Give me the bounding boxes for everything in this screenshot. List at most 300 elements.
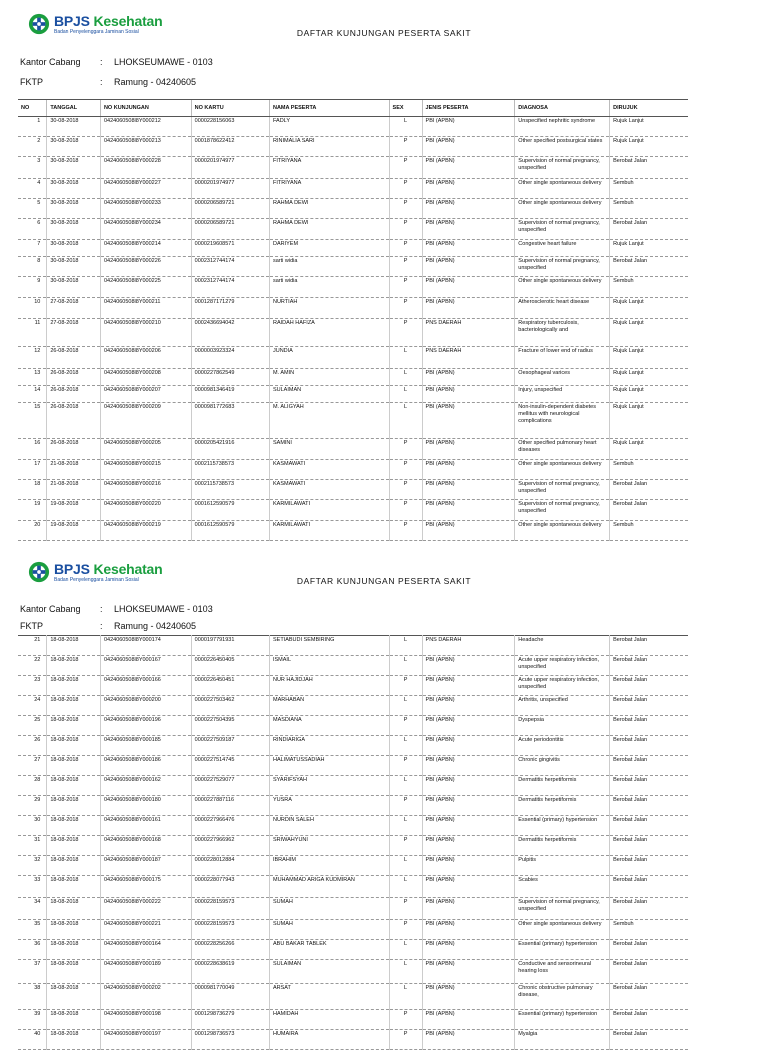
page-2 xyxy=(0,548,768,1037)
cell-jenis-peserta: PBI (APBN) xyxy=(422,736,515,756)
cell-tanggal: 18-08-2018 xyxy=(47,940,101,960)
cell-diagnosa: Arthritis, unspecified xyxy=(515,696,610,716)
cell-no-kartu: 0001298736573 xyxy=(191,1030,269,1050)
cell-no-kunjungan: 0424060508l8Y000211 xyxy=(100,298,191,319)
cell-dirujuk: Sembuh xyxy=(610,179,688,199)
cell-no-kartu: 0000219608571 xyxy=(191,240,269,257)
cell-sex: P xyxy=(389,500,422,521)
cell-no-kunjungan: 0424060508l8Y000216 xyxy=(100,480,191,500)
cell-sex: L xyxy=(389,117,422,137)
cell-sex: L xyxy=(389,636,422,656)
cell-no-kartu: 0002436694042 xyxy=(191,319,269,347)
cell-no: 7 xyxy=(18,240,47,257)
cell-no-kunjungan: 0424060508l8Y000168 xyxy=(100,836,191,856)
col-header-no: NO xyxy=(18,100,47,117)
logo-subtitle: Badan Penyelenggara Jaminan Sosial xyxy=(54,576,139,583)
table-row xyxy=(18,1010,688,1030)
fktp-label: FKTP xyxy=(20,621,44,631)
cell-no-kunjungan: 0424060508l8Y000197 xyxy=(100,1030,191,1050)
cell-no-kunjungan: 0424060508l8Y000162 xyxy=(100,776,191,796)
cell-sex: P xyxy=(389,521,422,541)
cell-no-kunjungan: 0424060508l8Y000234 xyxy=(100,219,191,240)
cell-dirujuk: Rujuk Lanjut xyxy=(610,298,688,319)
cell-no-kartu: 0000227862549 xyxy=(191,369,269,386)
cell-no: 18 xyxy=(18,480,47,500)
cell-jenis-peserta: PBI (APBN) xyxy=(422,696,515,716)
cell-dirujuk: Berobat Jalan xyxy=(610,960,688,984)
cell-sex: P xyxy=(389,920,422,940)
cell-diagnosa: Dermatitis herpetiformis xyxy=(515,796,610,816)
cell-dirujuk: Berobat Jalan xyxy=(610,898,688,920)
cell-no-kartu: 0001612590579 xyxy=(191,521,269,541)
cell-sex: P xyxy=(389,219,422,240)
cell-nama-peserta: FITRIYANA xyxy=(269,157,389,179)
table-body xyxy=(18,117,688,541)
cell-dirujuk: Rujuk Lanjut xyxy=(610,117,688,137)
cell-dirujuk: Berobat Jalan xyxy=(610,257,688,277)
cell-nama-peserta: YUSRA xyxy=(269,796,389,816)
cell-diagnosa: Respiratory tuberculosis, bacteriologically and xyxy=(515,319,610,347)
cell-no-kartu: 0000228077943 xyxy=(191,876,269,898)
cell-tanggal: 18-08-2018 xyxy=(47,1030,101,1050)
cell-jenis-peserta: PBI (APBN) xyxy=(422,656,515,676)
cell-jenis-peserta: PBI (APBN) xyxy=(422,480,515,500)
cell-no: 34 xyxy=(18,898,47,920)
cell-jenis-peserta: PBI (APBN) xyxy=(422,117,515,137)
cell-diagnosa: Supervision of normal pregnancy, unspecified xyxy=(515,219,610,240)
table-row xyxy=(18,157,688,179)
logo-brand-bpjs: BPJS xyxy=(54,12,90,29)
col-header-nama-peserta: NAMA PESERTA xyxy=(269,100,389,117)
cell-sex: P xyxy=(389,756,422,776)
cell-no: 31 xyxy=(18,836,47,856)
cell-diagnosa: Myalgia xyxy=(515,1030,610,1050)
cell-nama-peserta: RAHMA DEWI xyxy=(269,199,389,219)
cell-no: 25 xyxy=(18,716,47,736)
cell-diagnosa: Essential (primary) hypertension xyxy=(515,816,610,836)
cell-no-kartu: 0000003923324 xyxy=(191,347,269,369)
cell-diagnosa: Other single spontaneous delivery xyxy=(515,460,610,480)
table-header-row xyxy=(18,100,688,117)
cell-jenis-peserta: PBI (APBN) xyxy=(422,716,515,736)
cell-sex: P xyxy=(389,298,422,319)
cell-no-kartu: 0000228159573 xyxy=(191,920,269,940)
cell-jenis-peserta: PBI (APBN) xyxy=(422,369,515,386)
cell-sex: P xyxy=(389,898,422,920)
cell-no-kunjungan: 0424060508l8Y000205 xyxy=(100,439,191,460)
cell-diagnosa: Atherosclerotic heart disease xyxy=(515,298,610,319)
cell-jenis-peserta: PBI (APBN) xyxy=(422,219,515,240)
cell-nama-peserta: JUNDIA xyxy=(269,347,389,369)
col-header-dirujuk: DIRUJUK xyxy=(610,100,688,117)
cell-jenis-peserta: PBI (APBN) xyxy=(422,277,515,298)
cell-jenis-peserta: PBI (APBN) xyxy=(422,898,515,920)
cell-no-kartu: 0002312744174 xyxy=(191,277,269,298)
cell-no: 1 xyxy=(18,117,47,137)
cell-no: 27 xyxy=(18,756,47,776)
cell-dirujuk: Berobat Jalan xyxy=(610,480,688,500)
cell-nama-peserta: FITRIYANA xyxy=(269,179,389,199)
cell-tanggal: 26-08-2018 xyxy=(47,403,101,439)
cell-sex: L xyxy=(389,736,422,756)
cell-no: 9 xyxy=(18,277,47,298)
cell-no-kartu: 0000205421916 xyxy=(191,439,269,460)
cell-dirujuk: Berobat Jalan xyxy=(610,219,688,240)
cell-dirujuk: Berobat Jalan xyxy=(610,716,688,736)
cell-no: 16 xyxy=(18,439,47,460)
cell-tanggal: 18-08-2018 xyxy=(47,776,101,796)
cell-nama-peserta: IBRAHIM xyxy=(269,856,389,876)
cell-diagnosa: Other single spontaneous delivery xyxy=(515,920,610,940)
cell-tanggal: 30-08-2018 xyxy=(47,277,101,298)
cell-no-kunjungan: 0424060508l8Y000215 xyxy=(100,460,191,480)
col-header-no-kartu: NO KARTU xyxy=(191,100,269,117)
fktp-value: Ramung - 04240605 xyxy=(114,621,197,631)
cell-dirujuk: Rujuk Lanjut xyxy=(610,439,688,460)
cell-nama-peserta: FADLY xyxy=(269,117,389,137)
cell-jenis-peserta: PNS DAERAH xyxy=(422,347,515,369)
kantor-cabang-row xyxy=(20,57,213,67)
cell-nama-peserta: DARIYEM xyxy=(269,240,389,257)
table-row xyxy=(18,736,688,756)
kantor-value: LHOKSEUMAWE - 0103 xyxy=(114,604,213,614)
cell-no-kartu: 0000981770049 xyxy=(191,984,269,1010)
fktp-label: FKTP xyxy=(20,77,44,87)
cell-no: 3 xyxy=(18,157,47,179)
cell-nama-peserta: M. ALIGYAH xyxy=(269,403,389,439)
cell-tanggal: 30-08-2018 xyxy=(47,117,101,137)
cell-tanggal: 18-08-2018 xyxy=(47,1010,101,1030)
cell-no: 8 xyxy=(18,257,47,277)
cell-no-kartu: 0000228012884 xyxy=(191,856,269,876)
logo-brand-bpjs: BPJS xyxy=(54,560,90,577)
cell-no: 32 xyxy=(18,856,47,876)
cell-dirujuk: Rujuk Lanjut xyxy=(610,319,688,347)
table-row xyxy=(18,137,688,157)
cell-tanggal: 18-08-2018 xyxy=(47,898,101,920)
cell-nama-peserta: MUHAMMAD ARIGA KUDMIRAN xyxy=(269,876,389,898)
cell-no: 33 xyxy=(18,876,47,898)
cell-diagnosa: Unspecified nephritic syndrome xyxy=(515,117,610,137)
cell-tanggal: 18-08-2018 xyxy=(47,716,101,736)
cell-tanggal: 18-08-2018 xyxy=(47,836,101,856)
col-header-tanggal: TANGGAL xyxy=(47,100,101,117)
cell-no: 28 xyxy=(18,776,47,796)
cell-no: 26 xyxy=(18,736,47,756)
cell-dirujuk: Berobat Jalan xyxy=(610,157,688,179)
cell-nama-peserta: RINDIARIGA xyxy=(269,736,389,756)
cell-tanggal: 18-08-2018 xyxy=(47,876,101,898)
cell-no-kunjungan: 0424060508l8Y000227 xyxy=(100,179,191,199)
cell-sex: P xyxy=(389,157,422,179)
cell-no-kartu: 0000227509187 xyxy=(191,736,269,756)
cell-jenis-peserta: PBI (APBN) xyxy=(422,403,515,439)
cell-no-kartu: 0000206589721 xyxy=(191,199,269,219)
cell-jenis-peserta: PBI (APBN) xyxy=(422,960,515,984)
table-row xyxy=(18,836,688,856)
visit-table-page-1 xyxy=(18,99,688,541)
cell-no: 2 xyxy=(18,137,47,157)
cell-no: 6 xyxy=(18,219,47,240)
cell-tanggal: 18-08-2018 xyxy=(47,756,101,776)
table-row xyxy=(18,219,688,240)
logo-subtitle: Badan Penyelenggara Jaminan Sosial xyxy=(54,28,139,35)
cell-diagnosa: Other specified pulmonary heart diseases xyxy=(515,439,610,460)
cell-jenis-peserta: PBI (APBN) xyxy=(422,856,515,876)
table-body xyxy=(18,636,688,1050)
table-row xyxy=(18,347,688,369)
cell-nama-peserta: SYARIFSYAH xyxy=(269,776,389,796)
cell-no: 12 xyxy=(18,347,47,369)
cell-nama-peserta: SUMAH xyxy=(269,898,389,920)
table-row xyxy=(18,776,688,796)
cell-diagnosa: Injury, unspecified xyxy=(515,386,610,403)
cell-diagnosa: Other single spontaneous delivery xyxy=(515,521,610,541)
cell-diagnosa: Dyspepsia xyxy=(515,716,610,736)
cell-jenis-peserta: PBI (APBN) xyxy=(422,137,515,157)
cell-sex: L xyxy=(389,940,422,960)
cell-jenis-peserta: PBI (APBN) xyxy=(422,676,515,696)
cell-no-kartu: 0000227966962 xyxy=(191,836,269,856)
table-row xyxy=(18,656,688,676)
cell-dirujuk: Berobat Jalan xyxy=(610,696,688,716)
cell-tanggal: 30-08-2018 xyxy=(47,137,101,157)
visit-table-page-2 xyxy=(18,635,688,1050)
cell-no-kartu: 0000197791931 xyxy=(191,636,269,656)
cell-no-kartu: 0002115738573 xyxy=(191,460,269,480)
cell-sex: L xyxy=(389,696,422,716)
cell-sex: P xyxy=(389,716,422,736)
cell-no-kartu: 0000228256266 xyxy=(191,940,269,960)
cell-no-kunjungan: 0424060508l8Y000207 xyxy=(100,386,191,403)
cell-jenis-peserta: PNS DAERAH xyxy=(422,319,515,347)
table-row xyxy=(18,179,688,199)
cell-no: 29 xyxy=(18,796,47,816)
colon: : xyxy=(100,57,103,67)
cell-tanggal: 27-08-2018 xyxy=(47,298,101,319)
table-row xyxy=(18,898,688,920)
cell-nama-peserta: NUR HAJIDJAH xyxy=(269,676,389,696)
cell-tanggal: 18-08-2018 xyxy=(47,920,101,940)
cell-sex: P xyxy=(389,676,422,696)
cell-no-kunjungan: 0424060508l8Y000196 xyxy=(100,716,191,736)
cell-diagnosa: Supervision of normal pregnancy, unspecified xyxy=(515,898,610,920)
cell-nama-peserta: SULAIMAN xyxy=(269,960,389,984)
table-row xyxy=(18,117,688,137)
cell-nama-peserta: SAMINI xyxy=(269,439,389,460)
cell-jenis-peserta: PBI (APBN) xyxy=(422,157,515,179)
cell-jenis-peserta: PBI (APBN) xyxy=(422,876,515,898)
cell-sex: L xyxy=(389,347,422,369)
cell-jenis-peserta: PBI (APBN) xyxy=(422,796,515,816)
cell-diagnosa: Congestive heart failure xyxy=(515,240,610,257)
cell-jenis-peserta: PBI (APBN) xyxy=(422,920,515,940)
cell-jenis-peserta: PBI (APBN) xyxy=(422,940,515,960)
cell-no-kunjungan: 0424060508l8Y000228 xyxy=(100,157,191,179)
cell-jenis-peserta: PBI (APBN) xyxy=(422,500,515,521)
cell-jenis-peserta: PBI (APBN) xyxy=(422,240,515,257)
cell-no-kartu: 0000226450405 xyxy=(191,656,269,676)
cell-tanggal: 18-08-2018 xyxy=(47,676,101,696)
cell-jenis-peserta: PBI (APBN) xyxy=(422,199,515,219)
cell-nama-peserta: SUMAH xyxy=(269,920,389,940)
cell-nama-peserta: HALIMATUSSADIAH xyxy=(269,756,389,776)
table-row xyxy=(18,796,688,816)
fktp-row xyxy=(20,77,196,87)
cell-sex: P xyxy=(389,796,422,816)
table-row xyxy=(18,876,688,898)
cell-diagnosa: Supervision of normal pregnancy, unspecified xyxy=(515,257,610,277)
document-title: DAFTAR KUNJUNGAN PESERTA SAKIT xyxy=(296,28,472,38)
cell-no: 37 xyxy=(18,960,47,984)
cell-no: 24 xyxy=(18,696,47,716)
cell-no-kunjungan: 0424060508l8Y000222 xyxy=(100,898,191,920)
cell-nama-peserta: ABU BAKAR TABLEK xyxy=(269,940,389,960)
cell-no: 35 xyxy=(18,920,47,940)
cell-no-kunjungan: 0424060508l8Y000161 xyxy=(100,816,191,836)
table-row xyxy=(18,403,688,439)
cell-dirujuk: Rujuk Lanjut xyxy=(610,386,688,403)
cell-no-kunjungan: 0424060508l8Y000225 xyxy=(100,277,191,298)
cell-no-kunjungan: 0424060508l8Y000221 xyxy=(100,920,191,940)
cell-diagnosa: Other single spontaneous delivery xyxy=(515,277,610,298)
kantor-cabang-row xyxy=(20,604,213,614)
cell-no-kartu: 0000226450451 xyxy=(191,676,269,696)
cell-no-kartu: 0000981346419 xyxy=(191,386,269,403)
col-header-diagnosa: DIAGNOSA xyxy=(515,100,610,117)
cell-no: 39 xyxy=(18,1010,47,1030)
cell-no-kartu: 0001287171279 xyxy=(191,298,269,319)
cell-sex: L xyxy=(389,960,422,984)
cell-sex: L xyxy=(389,876,422,898)
cell-no-kunjungan: 0424060508l8Y000219 xyxy=(100,521,191,541)
cell-sex: P xyxy=(389,137,422,157)
cell-nama-peserta: SULAIMAN xyxy=(269,386,389,403)
cell-no: 14 xyxy=(18,386,47,403)
cell-tanggal: 18-08-2018 xyxy=(47,960,101,984)
kantor-label: Kantor Cabang xyxy=(20,57,81,67)
cell-no: 13 xyxy=(18,369,47,386)
cell-no-kartu: 0000206589721 xyxy=(191,219,269,240)
cell-sex: P xyxy=(389,257,422,277)
cell-nama-peserta: KARMILAWATI xyxy=(269,500,389,521)
cell-nama-peserta: HUMAIRA xyxy=(269,1030,389,1050)
cell-no-kartu: 0000228159573 xyxy=(191,898,269,920)
cell-diagnosa: Dermatitis herpetiformis xyxy=(515,776,610,796)
cell-tanggal: 30-08-2018 xyxy=(47,257,101,277)
cell-no: 38 xyxy=(18,984,47,1010)
cell-nama-peserta: sarti widia xyxy=(269,277,389,298)
cell-jenis-peserta: PBI (APBN) xyxy=(422,460,515,480)
cell-diagnosa: Oesophageal varices xyxy=(515,369,610,386)
cell-tanggal: 26-08-2018 xyxy=(47,386,101,403)
table-row xyxy=(18,319,688,347)
cell-diagnosa: Dermatitis herpetiformis xyxy=(515,836,610,856)
cell-sex: P xyxy=(389,319,422,347)
cell-jenis-peserta: PBI (APBN) xyxy=(422,257,515,277)
cell-dirujuk: Berobat Jalan xyxy=(610,984,688,1010)
cell-no-kunjungan: 0424060508l8Y000210 xyxy=(100,319,191,347)
cell-sex: P xyxy=(389,1030,422,1050)
cell-dirujuk: Sembuh xyxy=(610,920,688,940)
table-row xyxy=(18,920,688,940)
cell-no: 40 xyxy=(18,1030,47,1050)
cell-nama-peserta: RAIDAH HAFIZA xyxy=(269,319,389,347)
cell-no-kunjungan: 0424060508l8Y000200 xyxy=(100,696,191,716)
table-row xyxy=(18,716,688,736)
cell-tanggal: 30-08-2018 xyxy=(47,157,101,179)
cell-no-kartu: 0000228638619 xyxy=(191,960,269,984)
logo-brand-kesehatan: Kesehatan xyxy=(93,560,163,577)
cell-tanggal: 18-08-2018 xyxy=(47,796,101,816)
cell-nama-peserta: NURDIN SALEH xyxy=(269,816,389,836)
cell-jenis-peserta: PBI (APBN) xyxy=(422,756,515,776)
colon: : xyxy=(100,604,103,614)
cell-diagnosa: Other single spontaneous delivery xyxy=(515,199,610,219)
cell-tanggal: 30-08-2018 xyxy=(47,240,101,257)
cell-nama-peserta: RAHMA DEWI xyxy=(269,219,389,240)
cell-tanggal: 27-08-2018 xyxy=(47,319,101,347)
cell-no: 21 xyxy=(18,636,47,656)
cell-no-kunjungan: 0424060508l8Y000214 xyxy=(100,240,191,257)
cell-diagnosa: Other single spontaneous delivery xyxy=(515,179,610,199)
cell-jenis-peserta: PBI (APBN) xyxy=(422,836,515,856)
table-row xyxy=(18,521,688,541)
table-row xyxy=(18,369,688,386)
cell-no-kunjungan: 0424060508l8Y000206 xyxy=(100,347,191,369)
cell-jenis-peserta: PBI (APBN) xyxy=(422,521,515,541)
cell-sex: L xyxy=(389,856,422,876)
cell-nama-peserta: MARHABAN xyxy=(269,696,389,716)
cell-no-kartu: 0000201974977 xyxy=(191,179,269,199)
cell-no-kartu: 0002312744174 xyxy=(191,257,269,277)
cell-diagnosa: Pulpitis xyxy=(515,856,610,876)
cell-no: 30 xyxy=(18,816,47,836)
cell-sex: P xyxy=(389,1010,422,1030)
cell-dirujuk: Berobat Jalan xyxy=(610,736,688,756)
cell-nama-peserta: sarti widia xyxy=(269,257,389,277)
cell-sex: P xyxy=(389,179,422,199)
cell-jenis-peserta: PBI (APBN) xyxy=(422,298,515,319)
cell-sex: P xyxy=(389,836,422,856)
cell-diagnosa: Supervision of normal pregnancy, unspecified xyxy=(515,480,610,500)
cell-dirujuk: Berobat Jalan xyxy=(610,796,688,816)
cell-nama-peserta: RINIMALIA SARI xyxy=(269,137,389,157)
cell-diagnosa: Chronic obstructive pulmonary disease, xyxy=(515,984,610,1010)
cell-diagnosa: Fracture of lower end of radius xyxy=(515,347,610,369)
cell-tanggal: 21-08-2018 xyxy=(47,460,101,480)
cell-jenis-peserta: PBI (APBN) xyxy=(422,984,515,1010)
cell-no: 11 xyxy=(18,319,47,347)
cell-tanggal: 19-08-2018 xyxy=(47,500,101,521)
cell-no: 5 xyxy=(18,199,47,219)
cell-no-kunjungan: 0424060508l8Y000185 xyxy=(100,736,191,756)
cell-jenis-peserta: PBI (APBN) xyxy=(422,776,515,796)
cell-sex: P xyxy=(389,240,422,257)
cell-tanggal: 26-08-2018 xyxy=(47,369,101,386)
cell-no-kartu: 0001878622412 xyxy=(191,137,269,157)
cell-tanggal: 30-08-2018 xyxy=(47,219,101,240)
cell-no-kunjungan: 0424060508l8Y000233 xyxy=(100,199,191,219)
cell-dirujuk: Rujuk Lanjut xyxy=(610,240,688,257)
cell-no: 10 xyxy=(18,298,47,319)
cell-no-kartu: 0000227529077 xyxy=(191,776,269,796)
table-row xyxy=(18,1030,688,1050)
cell-no: 17 xyxy=(18,460,47,480)
cell-dirujuk: Rujuk Lanjut xyxy=(610,137,688,157)
cell-sex: P xyxy=(389,460,422,480)
cell-diagnosa: Acute upper respiratory infection, unspecified xyxy=(515,656,610,676)
